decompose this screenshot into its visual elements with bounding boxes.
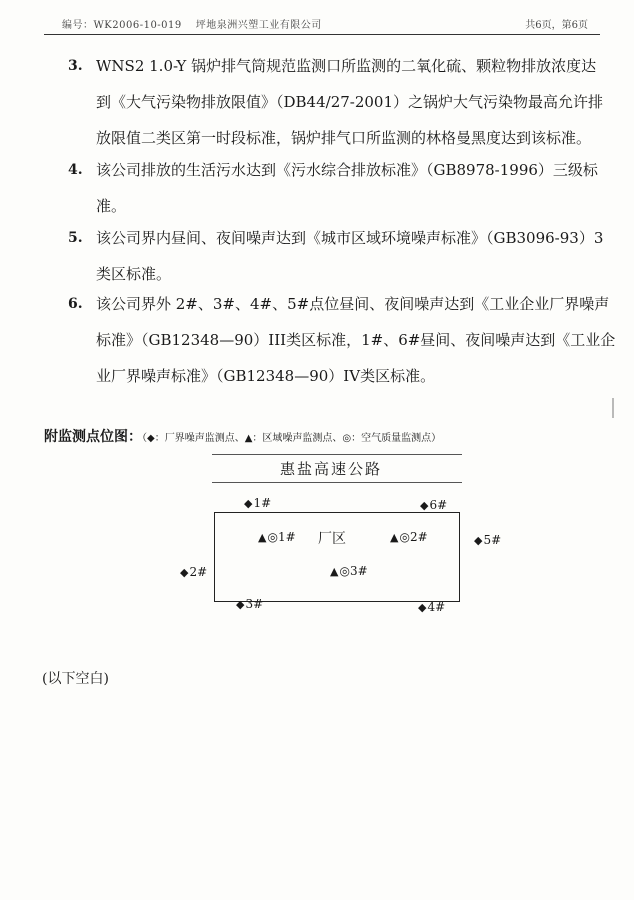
noise-point-1: ◆1# (244, 496, 272, 510)
diamond-icon: ◆ (236, 598, 245, 611)
item-number: 5. (68, 230, 83, 246)
legend-title: 附监测点位图： (44, 429, 142, 445)
diamond-icon: ◆ (418, 601, 427, 614)
triangle-icon: ▲ (330, 565, 339, 578)
diamond-icon: ◆ (180, 566, 189, 579)
road-top-line (212, 454, 462, 455)
legend-description: （◆：厂界噪声监测点、▲：区域噪声监测点、◎：空气质量监测点） (142, 433, 442, 444)
page-count: 共6页，第6页 (525, 20, 588, 31)
item-number: 6. (68, 296, 83, 312)
noise-point-4: ◆4# (418, 600, 446, 614)
item-line: 该公司界内昼间、夜间噪声达到《城市区域环境噪声标准》（GB3096-93）3 (96, 229, 604, 247)
interior-point-3: ▲◎3# (330, 564, 368, 578)
triangle-icon: ▲ (258, 531, 267, 544)
item-line: 放限值二类区第一时段标准，锅炉排气口所监测的林格曼黑度达到该标准。 (96, 129, 592, 147)
factory-label: 厂区 (318, 531, 346, 547)
interior-point-1: ▲◎1# (258, 530, 296, 544)
noise-point-2: ◆2# (180, 565, 208, 579)
item-number: 3. (68, 58, 83, 74)
item-line: WNS2 1.0-Y 锅炉排气筒规范监测口所监测的二氧化硫、颗粒物排放浓度达 (96, 57, 597, 75)
item-line: 该公司排放的生活污水达到《污水综合排放标准》（GB8978-1996）三级标 (96, 161, 598, 179)
item-line: 标准》（GB12348—90）III类区标准，1#、6#昼间、夜间噪声达到《工业企 (96, 331, 616, 349)
circle-icon: ◎ (399, 530, 410, 544)
report-code: 编号：WK2006-10-019 (62, 20, 182, 31)
circle-icon: ◎ (339, 564, 350, 578)
factory-boundary (214, 512, 460, 602)
item-line: 该公司界外 2#、3#、4#、5#点位昼间、夜间噪声达到《工业企业厂界噪声 (96, 295, 610, 313)
diamond-icon: ◆ (244, 497, 253, 510)
diamond-icon: ◆ (474, 534, 483, 547)
noise-point-5: ◆5# (474, 533, 502, 547)
road-name: 惠盐高速公路 (280, 460, 383, 478)
triangle-icon: ▲ (390, 531, 399, 544)
item-line: 类区标准。 (96, 265, 172, 283)
noise-point-3: ◆3# (236, 597, 264, 611)
item-line: 准。 (96, 197, 127, 215)
road-bottom-line (212, 482, 462, 483)
diamond-icon: ◆ (420, 499, 429, 512)
item-number: 4. (68, 162, 83, 178)
item-line: 到《大气污染物排放限值》（DB44/27-2001）之锅炉大气污染物最高允许排 (96, 93, 604, 111)
blank-below-note: (以下空白) (42, 671, 109, 687)
company-name: 坪地泉洲兴塑工业有限公司 (195, 20, 322, 31)
noise-point-6: ◆6# (420, 498, 448, 512)
interior-point-2: ▲◎2# (390, 530, 428, 544)
circle-icon: ◎ (267, 530, 278, 544)
scan-artifact (612, 398, 614, 418)
item-line: 业厂界噪声标准》（GB12348—90）IV类区标准。 (96, 367, 436, 385)
